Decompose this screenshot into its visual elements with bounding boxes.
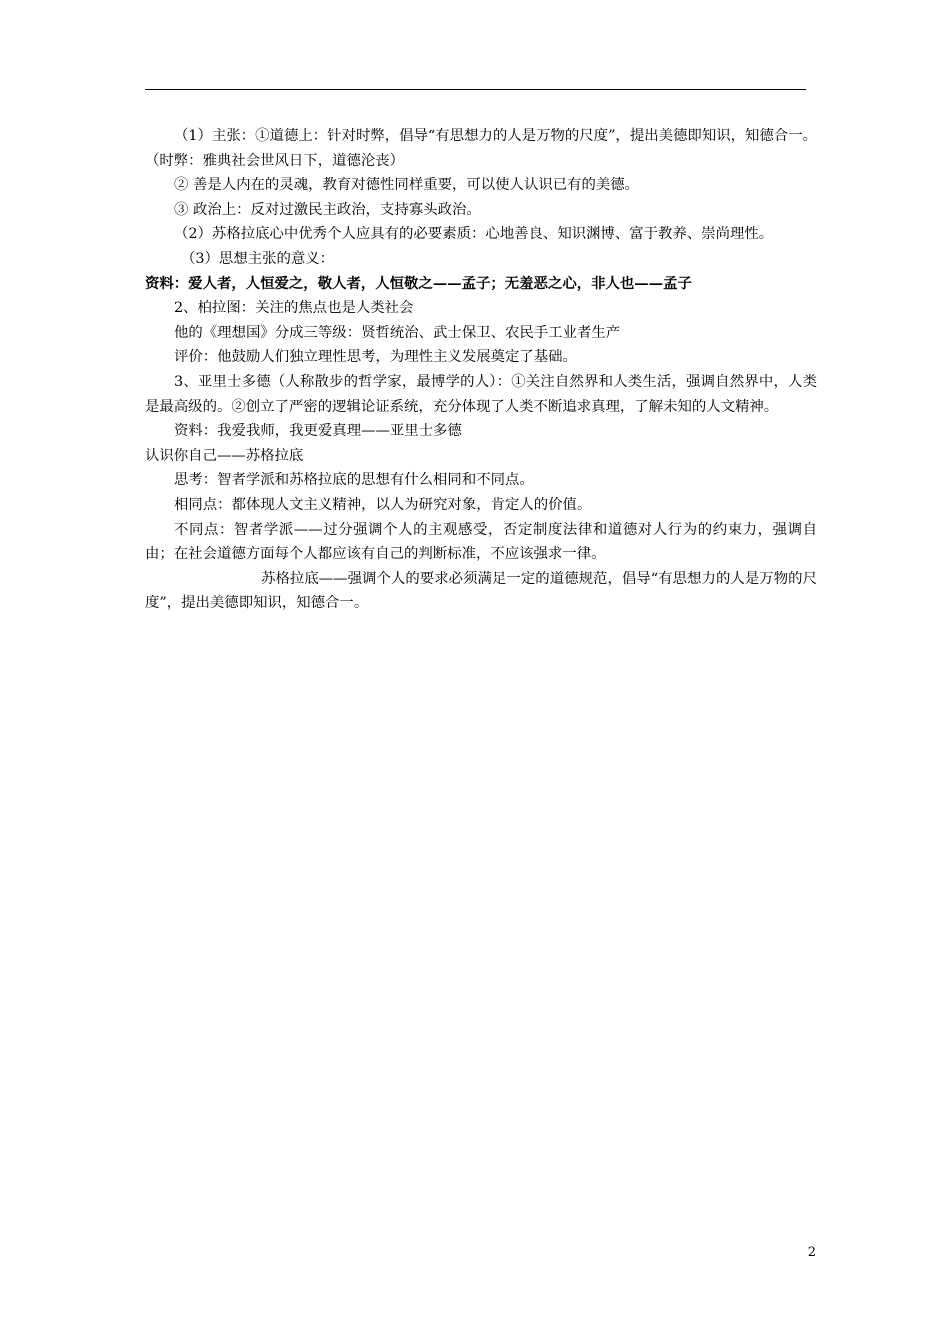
header-rule <box>145 89 806 90</box>
paragraph-principles-soul: ② 善是人内在的灵魂，教育对德性同样重要，可以使人认识已有的美德。 <box>174 177 640 194</box>
page-number: 2 <box>807 1245 816 1260</box>
paragraph-aristotle-quote: 资料：我爱我师，我更爱真理——亚里士多德 <box>174 423 462 440</box>
paragraph-plato-evaluation: 评价：他鼓励人们独立理性思考，为理性主义发展奠定了基础。 <box>174 349 577 366</box>
paragraph-similarities: 相同点：都体现人文主义精神，以人为研究对象，肯定人的价值。 <box>174 496 592 513</box>
paragraph-socrates-quote: 认识你自己——苏格拉底 <box>145 447 304 464</box>
paragraph-question: 思考：智者学派和苏格拉底的思想有什么相同和不同点。 <box>174 472 534 489</box>
paragraph-republic: 他的《理想国》分成三等级：贤哲统治、武士保卫、农民手工业者生产 <box>174 324 621 341</box>
paragraph-principles-politics: ③ 政治上：反对过激民主政治，支持寡头政治。 <box>174 201 481 218</box>
paragraph-differences-sophists: 不同点：智者学派——过分强调个人的主观感受，否定制度法律和道德对人行为的约束力，强调自由；在社会道德方面每个人都应该有自己的判断标准，不应该强求一律。 <box>145 521 817 563</box>
paragraph-socrates-qualities: （2）苏格拉底心中优秀个人应具有的必要素质：心地善良、知识渊博、富于教养、崇尚理性。 <box>174 226 774 243</box>
paragraph-principles-moral: （1）主张：①道德上：针对时弊，倡导“有思想力的人是万物的尺度”，提出美德即知识，知德合一。（时弊：雅典社会世风日下，道德沦丧） <box>145 128 817 169</box>
paragraph-significance: （3）思想主张的意义： <box>181 250 335 267</box>
paragraph-differences-socrates: 苏格拉底——强调个人的要求必须满足一定的道德规范，倡导“有思想力的人是万物的尺度”，提出美德即知识，知德合一。 <box>145 570 817 612</box>
paragraph-mencius-quote: 资料：爱人者，人恒爱之，敬人者，人恒敬之——孟子；无羞恶之心，非人也——孟子 <box>145 274 692 292</box>
paragraph-plato: 2、柏拉图：关注的焦点也是人类社会 <box>174 300 414 317</box>
paragraph-aristotle: 3、亚里士多德（人称散步的哲学家，最博学的人）：①关注自然界和人类生活，强调自然界中，人类是最高级的。②创立了严密的逻辑论证系统，充分体现了人类不断追求真理，了解未知的人文精神。 <box>145 373 817 415</box>
document-body <box>145 124 817 616</box>
